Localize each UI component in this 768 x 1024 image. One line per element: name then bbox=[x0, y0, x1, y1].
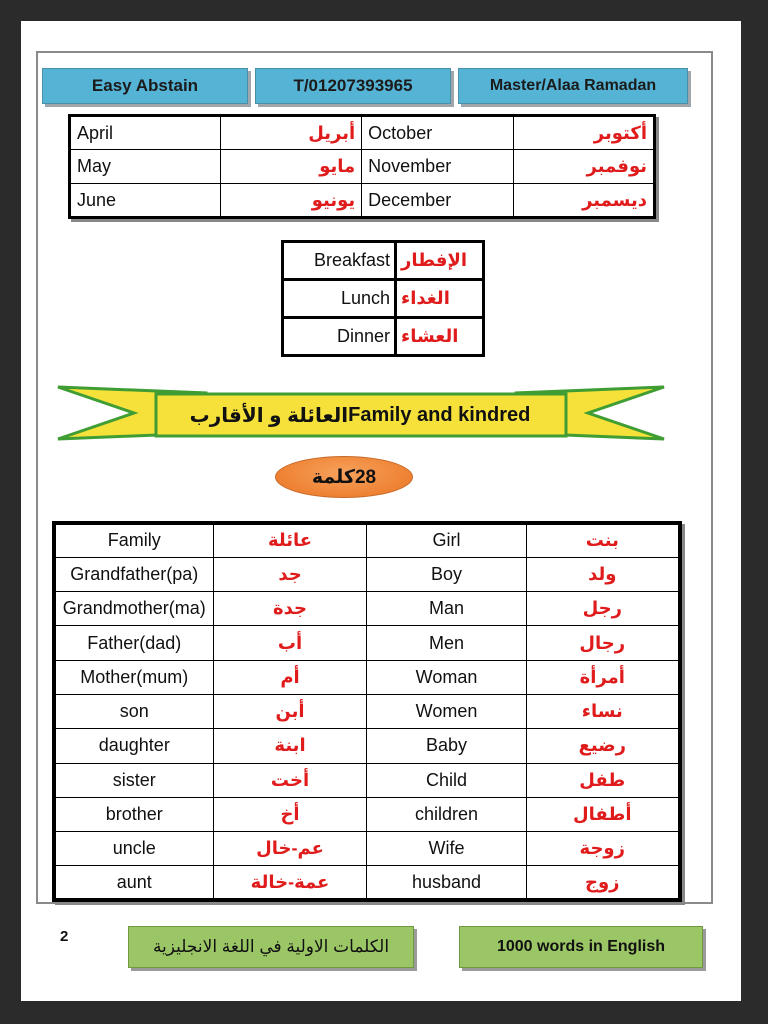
table-row bbox=[54, 557, 680, 591]
month-ar: ديسمبر bbox=[513, 184, 654, 218]
month-en: April bbox=[70, 116, 221, 150]
section-title bbox=[156, 393, 564, 437]
month-en: November bbox=[362, 150, 513, 184]
month-en: June bbox=[70, 184, 221, 218]
family-word-en: Girl bbox=[367, 523, 526, 557]
family-word-en: brother bbox=[54, 797, 213, 831]
family-word-en: Baby bbox=[367, 729, 526, 763]
header-brand-text: Easy Abstain bbox=[91, 76, 199, 95]
table-row bbox=[54, 763, 680, 797]
family-word-ar: جد bbox=[213, 557, 367, 591]
meal-ar: الإفطار bbox=[396, 242, 484, 280]
header-phone-text: T/01207393965 bbox=[293, 76, 413, 95]
header-brand bbox=[42, 68, 248, 104]
table-row bbox=[70, 184, 655, 218]
family-word-ar: زوج bbox=[526, 866, 680, 900]
family-word-ar: عمة-خالة bbox=[213, 866, 367, 900]
header-phone bbox=[255, 68, 451, 104]
table-row bbox=[54, 797, 680, 831]
family-word-en: sister bbox=[54, 763, 213, 797]
meal-en: Lunch bbox=[283, 280, 396, 318]
section-title-en: Family and kindred bbox=[348, 403, 531, 426]
table-row bbox=[54, 729, 680, 763]
table-row bbox=[54, 832, 680, 866]
family-word-en: husband bbox=[367, 866, 526, 900]
family-word-en: Women bbox=[367, 694, 526, 728]
family-word-ar: بنت bbox=[526, 523, 680, 557]
table-row bbox=[283, 242, 484, 280]
family-word-ar: أبن bbox=[213, 694, 367, 728]
table-row bbox=[54, 523, 680, 557]
meal-en: Dinner bbox=[283, 318, 396, 356]
family-word-en: Woman bbox=[367, 660, 526, 694]
month-en: October bbox=[362, 116, 513, 150]
month-ar: مايو bbox=[221, 150, 362, 184]
family-word-ar: أخ bbox=[213, 797, 367, 831]
table-row bbox=[70, 150, 655, 184]
family-word-en: Men bbox=[367, 626, 526, 660]
family-word-ar: رجل bbox=[526, 592, 680, 626]
month-ar: يونيو bbox=[221, 184, 362, 218]
header-teacher-text: Master/Alaa Ramadan bbox=[489, 77, 657, 94]
family-word-en: Grandfather(pa) bbox=[54, 557, 213, 591]
family-word-ar: رجال bbox=[526, 626, 680, 660]
table-row bbox=[54, 626, 680, 660]
family-table bbox=[52, 521, 682, 902]
family-word-en: Boy bbox=[367, 557, 526, 591]
family-word-en: Grandmother(ma) bbox=[54, 592, 213, 626]
family-word-ar: ولد bbox=[526, 557, 680, 591]
header-teacher bbox=[458, 68, 688, 104]
family-word-en: uncle bbox=[54, 832, 213, 866]
footer-english-title bbox=[459, 926, 703, 968]
months-table bbox=[68, 114, 656, 219]
family-word-ar: أطفال bbox=[526, 797, 680, 831]
month-en: December bbox=[362, 184, 513, 218]
month-en: May bbox=[70, 150, 221, 184]
family-word-en: children bbox=[367, 797, 526, 831]
family-word-en: Mother(mum) bbox=[54, 660, 213, 694]
family-word-en: Father(dad) bbox=[54, 626, 213, 660]
meals-table bbox=[281, 240, 485, 357]
family-word-ar: أخت bbox=[213, 763, 367, 797]
family-word-en: aunt bbox=[54, 866, 213, 900]
word-count-text: 28كلمة bbox=[311, 466, 377, 488]
family-word-en: daughter bbox=[54, 729, 213, 763]
word-count-badge bbox=[275, 456, 413, 498]
family-word-en: Child bbox=[367, 763, 526, 797]
meal-ar: العشاء bbox=[396, 318, 484, 356]
page-number: 2 bbox=[60, 928, 69, 945]
family-word-ar: أم bbox=[213, 660, 367, 694]
month-ar: أبريل bbox=[221, 116, 362, 150]
family-word-en: Family bbox=[54, 523, 213, 557]
family-word-en: Wife bbox=[367, 832, 526, 866]
footer-arabic-text: الكلمات الاولية في اللغة الانجليزية bbox=[152, 937, 390, 956]
family-word-ar: رضيع bbox=[526, 729, 680, 763]
month-ar: نوفمبر bbox=[513, 150, 654, 184]
table-row bbox=[54, 592, 680, 626]
family-word-en: son bbox=[54, 694, 213, 728]
month-ar: أكتوبر bbox=[513, 116, 654, 150]
section-title-ar: العائلة و الأقارب bbox=[189, 404, 349, 427]
table-row bbox=[54, 866, 680, 900]
family-word-ar: عائلة bbox=[213, 523, 367, 557]
family-word-ar: ابنة bbox=[213, 729, 367, 763]
table-row bbox=[283, 280, 484, 318]
family-word-ar: جدة bbox=[213, 592, 367, 626]
family-word-ar: عم-خال bbox=[213, 832, 367, 866]
meal-ar: الغداء bbox=[396, 280, 484, 318]
table-row bbox=[54, 660, 680, 694]
table-row bbox=[70, 116, 655, 150]
family-word-ar: أمرأة bbox=[526, 660, 680, 694]
table-row bbox=[54, 694, 680, 728]
family-word-ar: نساء bbox=[526, 694, 680, 728]
footer-arabic-title bbox=[128, 926, 414, 968]
family-word-en: Man bbox=[367, 592, 526, 626]
meal-en: Breakfast bbox=[283, 242, 396, 280]
family-word-ar: زوجة bbox=[526, 832, 680, 866]
family-word-ar: أب bbox=[213, 626, 367, 660]
family-word-ar: طفل bbox=[526, 763, 680, 797]
footer-english-text: 1000 words in English bbox=[496, 938, 666, 955]
table-row bbox=[283, 318, 484, 356]
